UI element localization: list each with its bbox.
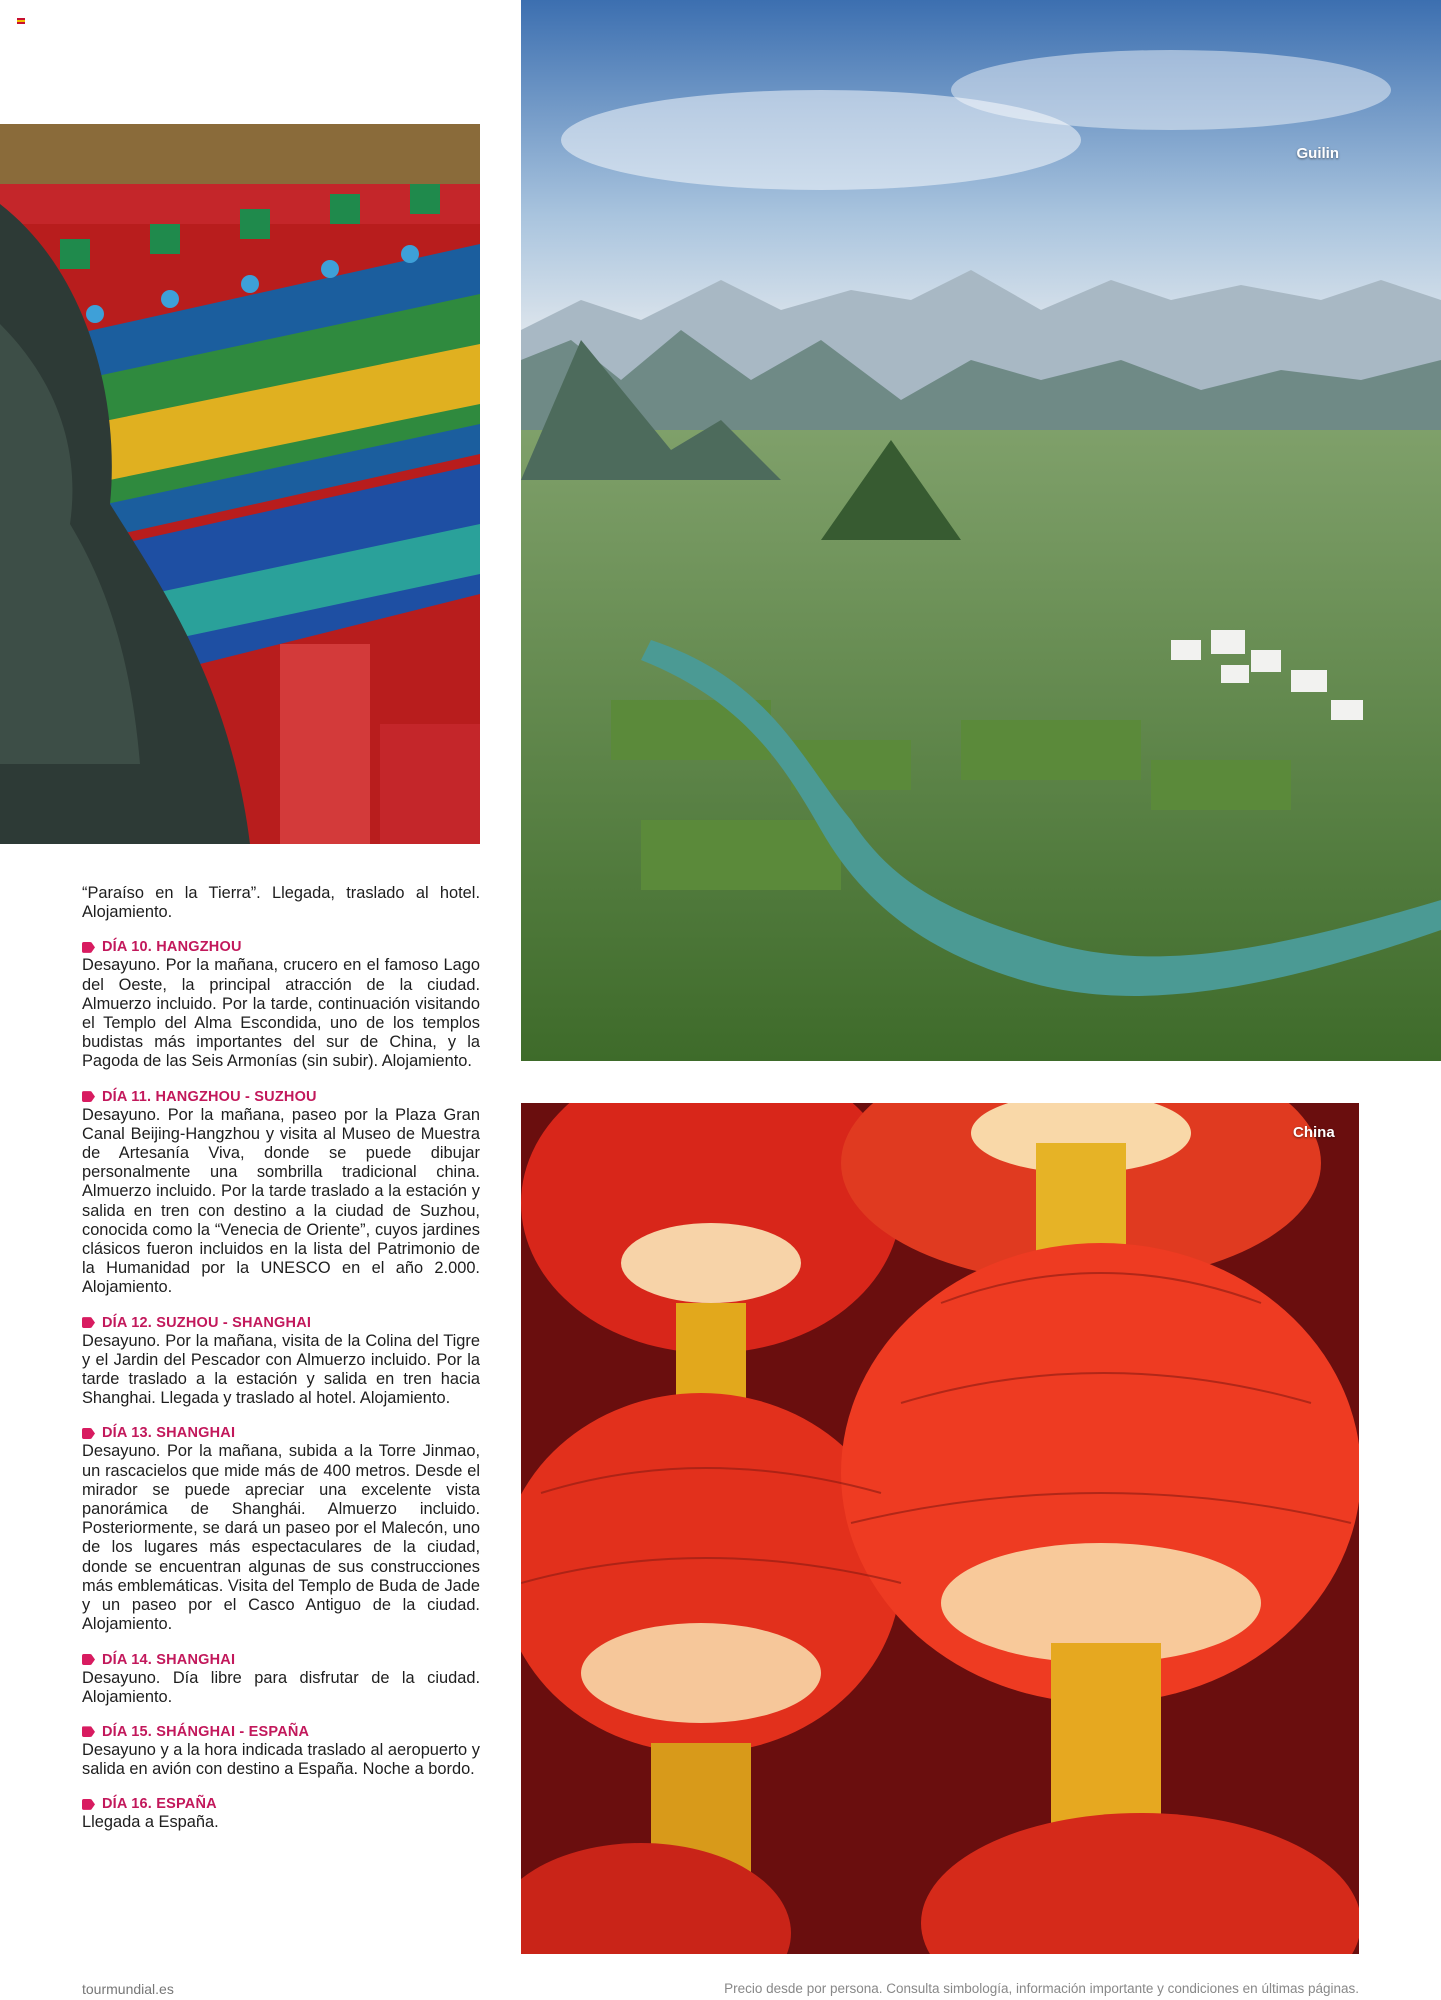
itinerary-column [82,884,480,1833]
day-title: DÍA 15. SHÁNGHAI - ESPAÑA [102,1723,310,1740]
day-description: Desayuno. Día libre para disfrutar de la ciudad. Alojamiento. [82,1668,480,1706]
day-title: DÍA 11. HANGZHOU - SUZHOU [102,1088,317,1105]
day-description: Desayuno y a la hora indicada traslado al aeropuerto y salida en avión con destino a España. Noche a bordo. [82,1740,480,1779]
itinerary-intro: “Paraíso en la Tierra”. Llegada, traslado al hotel. Alojamiento. [82,884,480,922]
photo-caption-guilin: Guilin [1296,145,1339,162]
day-description: Llegada a España. [82,1813,219,1832]
bullet-marker-icon [82,1654,95,1665]
day-title: DÍA 13. SHANGHAI [102,1425,236,1442]
photo-caption-china: China [1293,1124,1335,1141]
day-10 [82,938,480,1071]
day-12 [82,1314,480,1409]
day-title: DÍA 16. ESPAÑA [102,1796,217,1813]
day-description: Desayuno. Por la mañana, paseo por la Plaza Gran Canal Beijing-Hangzhou y visita al Museo de Muestra de Artesanía Viva, donde se puede dibujar personalmente una sombrilla tradicional china. Almuerzo incluido. Por la tarde traslado a la estación y salida en tren con destino a la ciudad de Suzhou, conocida como la “Venecia de Oriente”, cuyos jardines clásicos fueron incluidos en la lista del Patrimonio de la Humanidad por la UNESCO en el año 2.000. Alojamiento. [82,1105,480,1297]
day-description: Desayuno. Por la mañana, crucero en el famoso Lago del Oeste, la principal atracción de la ciudad. Almuerzo incluido. Por la tarde, continuación visitando el Templo del Alma Escondida, uno de los templos budistas más importantes del sur de China, y la Pagoda de las Seis Armonías (sin subir). Alojamiento. [82,956,480,1071]
day-title: DÍA 10. HANGZHOU [102,939,242,956]
day-title: DÍA 12. SUZHOU - SHANGHAI [102,1314,312,1331]
bullet-marker-icon [82,1428,95,1439]
temple-roof-photo [0,124,480,844]
guilin-landscape-photo [521,0,1441,1061]
day-16 [82,1795,480,1832]
day-15 [82,1723,480,1779]
day-13 [82,1424,480,1634]
bullet-marker-icon [82,1091,95,1102]
day-description: Desayuno. Por la mañana, subida a la Torre Jinmao, un rascacielos que mide más de 400 metros. Desde el mirador se puede apreciar una excelente vista panorámica de Shanghái. Almuerzo incluido. Posteriormente, se dará un paseo por el Malecón, uno de los lugares más espectaculares de la ciudad, donde se encuentran algunas de sus construcciones más emblemáticas. Visita del Templo de Buda de Jade y un paseo por el Casco Antiguo de la ciudad. Alojamiento. [82,1442,480,1634]
day-14 [82,1651,480,1707]
spain-flag-icon [17,18,25,24]
footer-website-link[interactable]: tourmundial.es [82,1981,174,1997]
lanterns-photo [521,1103,1359,1954]
day-11 [82,1088,480,1298]
day-description: Desayuno. Por la mañana, visita de la Colina del Tigre y el Jardin del Pescador con Almuerzo incluido. Por la tarde traslado a la estación y salida en tren hacia Shanghai. Llegada y traslado al hotel. Alojamiento. [82,1331,480,1408]
bullet-marker-icon [82,1799,95,1810]
bullet-marker-icon [82,1317,95,1328]
bullet-marker-icon [82,1726,95,1737]
footer-disclaimer: Precio desde por persona. Consulta simbología, información importante y condiciones en últimas páginas. [724,1981,1359,1996]
bullet-marker-icon [82,942,95,953]
day-title: DÍA 14. SHANGHAI [102,1651,236,1668]
